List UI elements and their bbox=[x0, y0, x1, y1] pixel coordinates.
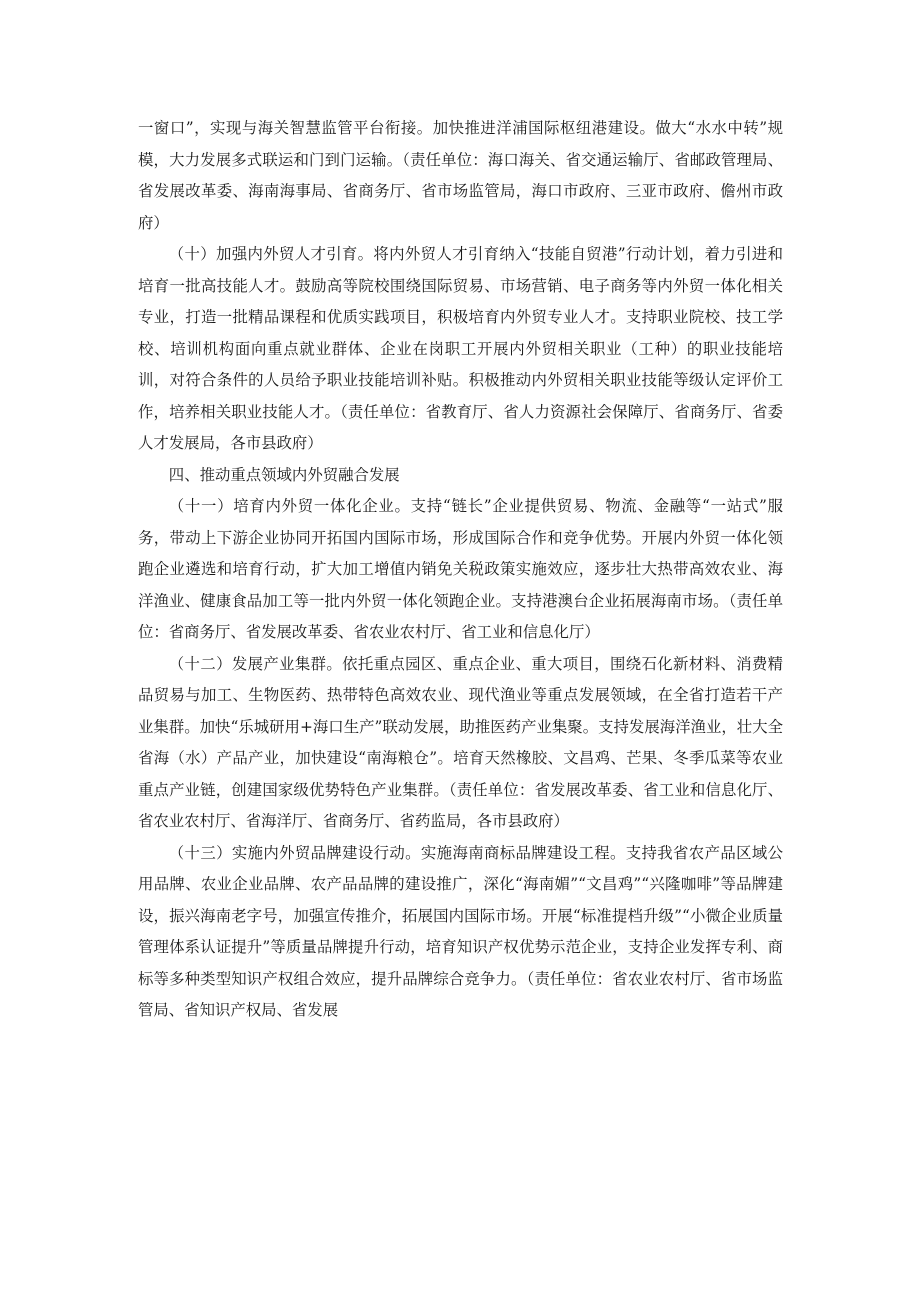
paragraph-talent: （十）加强内外贸人才引育。将内外贸人才引育纳入“技能自贸港”行动计划，着力引进和培育一批高技能人才。鼓励高等院校围绕国际贸易、市场营销、电子商务等内外贸一体化相关专业，打造一批精品课程和优质实践项目，积极培育内外贸专业人才。支持职业院校、技工学校、培训机构面向重点就业群体、企业在岗职工开展内外贸相关职业（工种）的职业技能培训，对符合条件的人员给予职业技能培训补贴。积极推动内外贸相关职业技能等级认定评价工作，培养相关职业技能人才。（责任单位：省教育厅、省人力资源社会保障厅、省商务厅、省委人才发展局，各市县政府） bbox=[138, 245, 783, 452]
section-heading: 四、推动重点领域内外贸融合发展 bbox=[168, 465, 400, 484]
paragraph-enterprise: （十一）培育内外贸一体化企业。支持“链长”企业提供贸易、物流、金融等“一站式”服务，带动上下游企业协同开拓国内国际市场，形成国际合作和竞争优势。开展内外贸一体化领跑企业遴选和培育行动，扩大加工增值内销免关税政策实施效应，逐步壮大热带高效农业、海洋渔业、健康食品加工等一批内外贸一体化领跑企业。支持港澳台企业拓展海南市场。（责任单位：省商务厅、省发展改革委、省农业农村厅、省工业和信息化厅） bbox=[138, 497, 783, 641]
document-page bbox=[138, 113, 783, 1027]
paragraph-brand: （十三）实施内外贸品牌建设行动。实施海南商标品牌建设工程。支持我省农产品区域公用品牌、农业企业品牌、农产品品牌的建设推广，深化“海南媚”“文昌鸡”“兴隆咖啡”等品牌建设，振兴海南老字号，加强宣传推介，拓展国内国际市场。开展“标准提档升级”“小微企业质量管理体系认证提升”等质量品牌提升行动，培育知识产权优势示范企业，支持企业发挥专利、商标等多种类型知识产权组合效应，提升品牌综合竞争力。（责任单位：省农业农村厅、省市场监管局、省知识产权局、省发展 bbox=[138, 843, 783, 1019]
paragraph-continuation: 一窗口”，实现与海关智慧监管平台衔接。加快推进洋浦国际枢纽港建设。做大“水水中转”规模，大力发展多式联运和门到门运输。（责任单位：海口海关、省交通运输厅、省邮政管理局、省发展改革委、海南海事局、省商务厅、省市场监管局，海口市政府、三亚市政府、儋州市政府） bbox=[138, 119, 783, 232]
paragraph-industry-cluster: （十二）发展产业集群。依托重点园区、重点企业、重大项目，围绕石化新材料、消费精品贸易与加工、生物医药、热带特色高效农业、现代渔业等重点发展领域，在全省打造若干产业集群。加快“乐城研用+海口生产”联动发展，助推医药产业集聚。支持发展海洋渔业，壮大全省海（水）产品产业，加快建设“南海粮仓”。培育天然橡胶、文昌鸡、芒果、冬季瓜菜等农业重点产业链，创建国家级优势特色产业集群。（责任单位：省发展改革委、省工业和信息化厅、省农业农村厅、省海洋厅、省商务厅、省药监局，各市县政府） bbox=[138, 654, 783, 830]
